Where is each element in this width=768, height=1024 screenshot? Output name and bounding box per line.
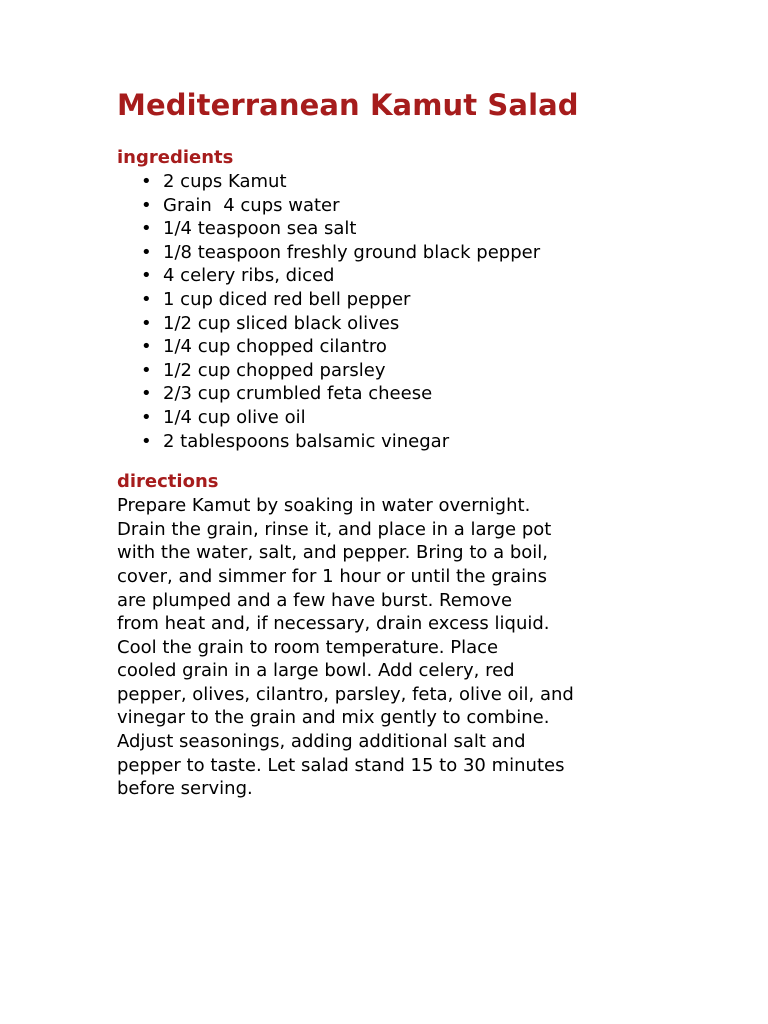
ingredient-item	[141, 217, 668, 241]
bullet-icon: •	[141, 218, 152, 240]
bullet-icon: •	[141, 312, 152, 334]
ingredient-text: 1/4 cup chopped cilantro	[163, 336, 387, 358]
ingredient-item	[141, 194, 668, 218]
ingredient-text: 4 celery ribs, diced	[163, 265, 335, 287]
ingredient-item	[141, 170, 668, 194]
ingredient-text: 1 cup diced red bell pepper	[163, 288, 411, 310]
bullet-icon: •	[141, 406, 152, 428]
ingredient-text: 1/2 cup chopped parsley	[163, 359, 386, 381]
ingredient-item	[141, 312, 668, 336]
ingredient-item	[141, 382, 668, 406]
ingredient-text: 2 cups Kamut	[163, 171, 287, 192]
ingredient-list	[117, 170, 668, 453]
bullet-icon: •	[141, 336, 152, 358]
ingredient-item	[141, 359, 668, 383]
ingredient-item	[141, 241, 668, 265]
ingredient-text: 1/8 teaspoon freshly ground black pepper	[163, 241, 541, 263]
bullet-icon: •	[141, 171, 152, 192]
ingredient-text: 2 tablespoons balsamic vinegar	[163, 430, 450, 452]
bullet-icon: •	[141, 241, 152, 263]
ingredient-text: Grain 4 cups water	[163, 194, 340, 216]
ingredient-text: 2/3 cup crumbled feta cheese	[163, 383, 433, 405]
bullet-icon: •	[141, 265, 152, 287]
ingredient-item	[141, 406, 668, 430]
ingredient-item	[141, 430, 668, 454]
recipe-title: Mediterranean Kamut Salad	[117, 88, 579, 122]
ingredient-item	[141, 288, 668, 312]
bullet-icon: •	[141, 288, 152, 310]
directions-text: Prepare Kamut by soaking in water overnight. Drain the grain, rinse it, and place in a large pot with the water, salt, and pepper. Bring to a boil, cover, and simmer for 1 hour or until the grains are plumped and a few have burst. Remove from heat and, if necessary, drain excess liquid. Cool the grain to room temperature. Place cooled grain in a large bowl. Add celery, red pepper, olives, cilantro, parsley, feta, olive oil, and vinegar to the grain and mix gently to combine. Adjust seasonings, adding additional salt and pepper to taste. Let salad stand 15 to 30 minutes before serving.	[117, 495, 574, 800]
bullet-icon: •	[141, 430, 152, 452]
ingredient-text: 1/4 cup olive oil	[163, 406, 306, 428]
ingredient-text: 1/4 teaspoon sea salt	[163, 218, 357, 240]
ingredient-text: 1/2 cup sliced black olives	[163, 312, 400, 334]
bullet-icon: •	[141, 359, 152, 381]
directions-heading: directions	[117, 471, 219, 493]
bullet-icon: •	[141, 383, 152, 405]
bullet-icon: •	[141, 194, 152, 216]
ingredient-item	[141, 264, 668, 288]
ingredient-item	[141, 335, 668, 359]
ingredients-heading: ingredients	[117, 147, 234, 168]
